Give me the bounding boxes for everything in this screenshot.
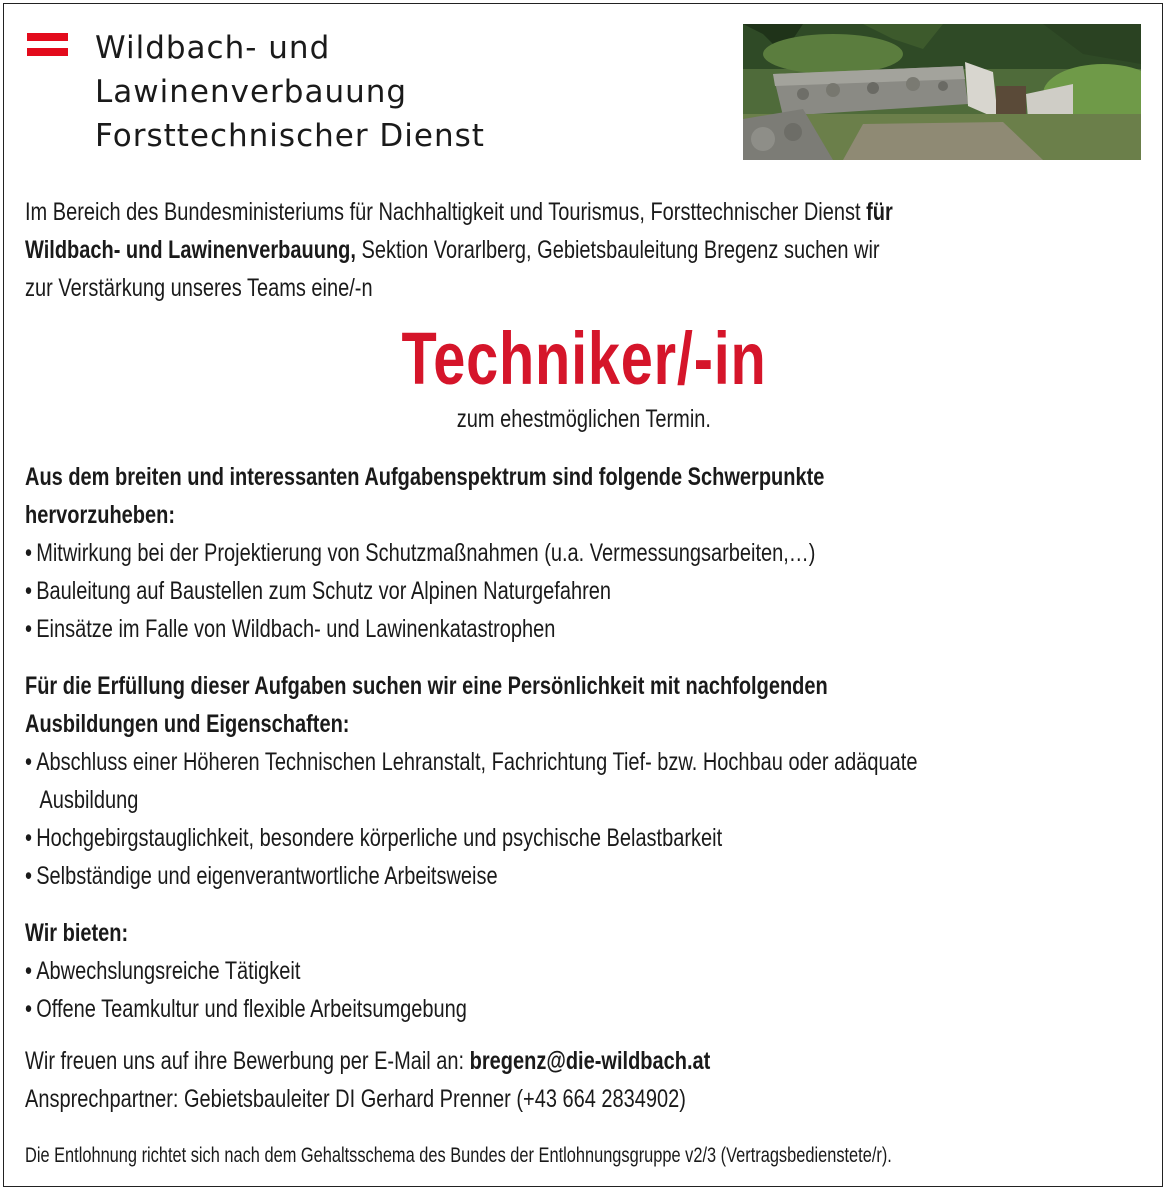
list-item: • Mitwirkung bei der Projektierung von Schutzmaßnahmen (u.a. Vermessungsarbeiten,…) bbox=[25, 534, 824, 572]
apply-text: Wir freuen uns auf ihre Bewerbung per E-Mail an: bbox=[25, 1047, 470, 1075]
org-line-2: Lawinenverbauung bbox=[95, 74, 408, 110]
position-subtitle-text: zum ehestmöglichen Termin. bbox=[456, 405, 712, 433]
list-item: • Hochgebirgstauglichkeit, besondere körperliche und psychische Belastbarkeit bbox=[25, 819, 917, 857]
requirements-heading-line-1: Für die Erfüllung dieser Aufgaben suchen wir eine Persönlichkeit mit nachfolgenden bbox=[25, 672, 828, 700]
org-line-1: Wildbach- und bbox=[95, 30, 331, 66]
position-title bbox=[0, 316, 1168, 401]
list-item-continuation: Ausbildung bbox=[39, 786, 139, 814]
intro-line-3: zur Verstärkung unseres Teams eine/-n bbox=[25, 274, 373, 302]
list-item: • Abwechslungsreiche Tätigkeit bbox=[25, 952, 467, 990]
list-item: • Bauleitung auf Baustellen zum Schutz vor Alpinen Naturgefahren bbox=[25, 572, 824, 610]
position-subtitle bbox=[0, 405, 1168, 434]
intro-paragraph bbox=[25, 193, 1110, 307]
salary-note bbox=[25, 1141, 1136, 1171]
intro-line-2: Sektion Vorarlberg, Gebietsbauleitung Bregenz suchen wir bbox=[355, 236, 880, 264]
austria-flag-logo bbox=[27, 33, 68, 56]
header-photo-stone-dam bbox=[743, 24, 1141, 160]
contact-section bbox=[25, 1042, 882, 1118]
offer-heading: Wir bieten: bbox=[25, 919, 129, 947]
salary-note-text: Die Entlohnung richtet sich nach dem Gehaltsschema des Bundes der Entlohnungsgruppe v2/3 (Vertragsbedienstete/r). bbox=[25, 1144, 892, 1167]
contact-person: Ansprechpartner: Gebietsbauleiter DI Gerhard Prenner (+43 664 2834902) bbox=[25, 1085, 686, 1113]
list-item: • Einsätze im Falle von Wildbach- und Lawinenkatastrophen bbox=[25, 610, 824, 648]
list-item: • Abschluss einer Höheren Technischen Lehranstalt, Fachrichtung Tief- bzw. Hochbau oder adäquate bbox=[25, 743, 917, 781]
intro-line-1-bold: für bbox=[866, 198, 893, 226]
email-link[interactable]: bregenz@die-wildbach.at bbox=[469, 1047, 711, 1075]
offer-section bbox=[25, 914, 577, 1028]
org-line-3: Forsttechnischer Dienst bbox=[95, 118, 485, 154]
tasks-heading-line-2: hervorzuheben: bbox=[25, 501, 176, 529]
intro-line-1: Im Bereich des Bundesministeriums für Nachhaltigkeit und Tourismus, Forsttechnischer Dienst bbox=[25, 198, 867, 226]
intro-line-2-bold: Wildbach- und Lawinenverbauung, bbox=[25, 236, 356, 264]
requirements-section bbox=[25, 667, 1141, 895]
tasks-section bbox=[25, 458, 1024, 648]
tasks-heading-line-1: Aus dem breiten und interessanten Aufgabenspektrum sind folgende Schwerpunkte bbox=[25, 463, 825, 491]
organization-name bbox=[95, 26, 485, 158]
list-item: • Offene Teamkultur und flexible Arbeitsumgebung bbox=[25, 990, 467, 1028]
position-title-text: Techniker/-in bbox=[401, 317, 767, 400]
list-item: • Selbständige und eigenverantwortliche Arbeitsweise bbox=[25, 857, 917, 895]
requirements-heading-line-2: Ausbildungen und Eigenschaften: bbox=[25, 710, 350, 738]
